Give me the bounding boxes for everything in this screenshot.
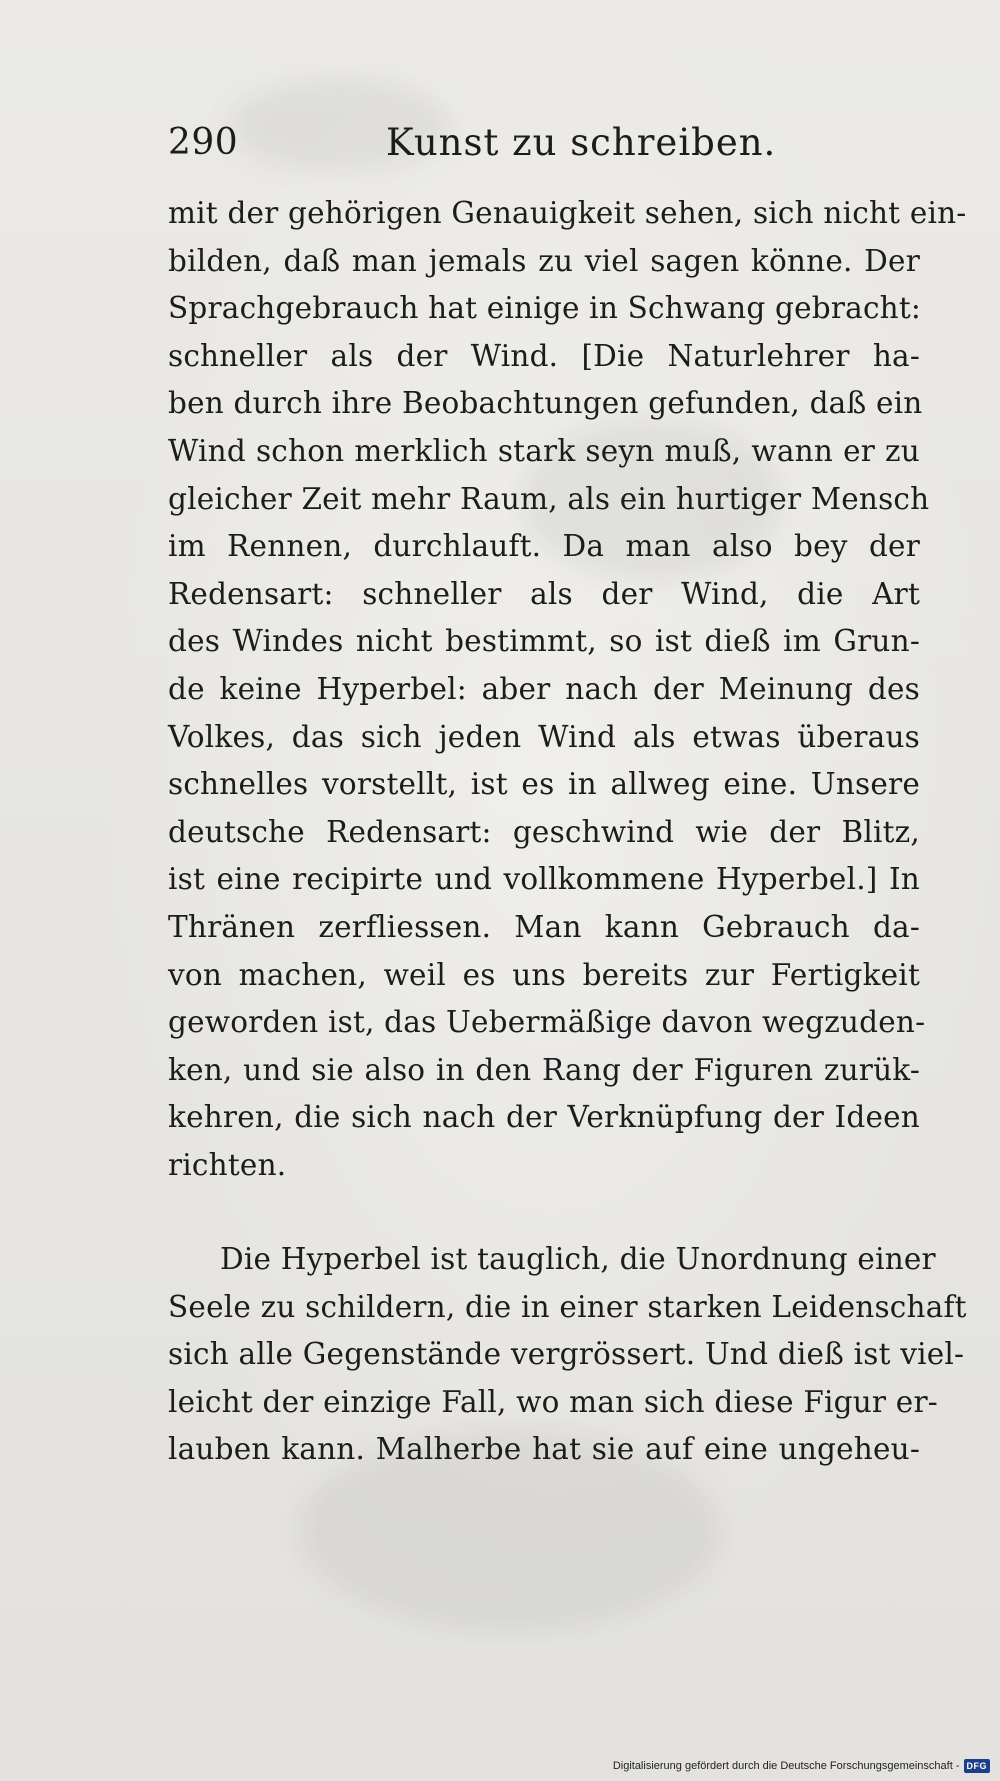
digitization-credit	[613, 1755, 990, 1777]
text-line: leicht der einzige Fall, wo man sich diese Figur er-	[168, 1384, 938, 1419]
text-line: sich alle Gegenstände vergrössert. Und dieß ist viel-	[168, 1337, 965, 1372]
text-line: de keine Hyperbel: aber nach der Meinung des	[168, 671, 920, 706]
text-line: Sprachgebrauch hat einige in Schwang gebracht:	[168, 291, 922, 326]
text-line: deutsche Redensart: geschwind wie der Blitz,	[168, 814, 920, 849]
text-line: schneller als der Wind. [Die Naturlehrer ha-	[168, 338, 920, 373]
text-line: kehren, die sich nach der Verknüpfung der Ideen	[168, 1100, 920, 1135]
text-line: gleicher Zeit mehr Raum, als ein hurtiger Mensch	[168, 481, 930, 516]
running-head: Kunst zu schreiben.	[386, 121, 777, 164]
text-line: bilden, daß man jemals zu viel sagen könne. Der	[168, 243, 920, 278]
text-line: Thränen zerfliessen. Man kann Gebrauch da-	[168, 909, 920, 944]
page-header	[168, 118, 928, 168]
text-line: Wind schon merklich stark seyn muß, wann er zu	[168, 433, 920, 468]
text-line: ist eine recipirte und vollkommene Hyperbel.] In	[168, 862, 920, 897]
text-line: ken, und sie also in den Rang der Figuren zurük-	[168, 1052, 920, 1087]
page-number: 290	[168, 122, 239, 163]
text-line: Die Hyperbel ist tauglich, die Unordnung einer	[220, 1242, 936, 1276]
paragraph-2	[168, 1236, 967, 1474]
text-line: mit der gehörigen Genauigkeit sehen, sich nicht ein-	[168, 196, 967, 230]
text-line: schnelles vorstellt, ist es in allweg eine. Unsere	[168, 767, 920, 802]
text-line: Volkes, das sich jeden Wind als etwas überaus	[168, 719, 920, 754]
text-line: Seele zu schildern, die in einer starken Leidenschaft	[168, 1289, 967, 1324]
text-line: ben durch ihre Beobachtungen gefunden, daß ein	[168, 386, 923, 421]
dfg-logo: DFG	[964, 1759, 991, 1773]
text-line: richten.	[168, 1147, 287, 1182]
text-line: im Rennen, durchlauft. Da man also bey der	[168, 529, 920, 564]
text-line: des Windes nicht bestimmt, so ist dieß im Grun-	[168, 624, 920, 659]
text-line: von machen, weil es uns bereits zur Fertigkeit	[168, 957, 920, 992]
text-line: Redensart: schneller als der Wind, die Art	[168, 576, 920, 611]
paragraph-1	[168, 190, 967, 1189]
credit-text: Digitalisierung gefördert durch die Deutsche Forschungsgemeinschaft -	[612, 1760, 960, 1772]
text-line: geworden ist, das Uebermäßige davon wegzuden-	[168, 1005, 926, 1040]
text-line: lauben kann. Malherbe hat sie auf eine ungeheu-	[168, 1432, 920, 1467]
